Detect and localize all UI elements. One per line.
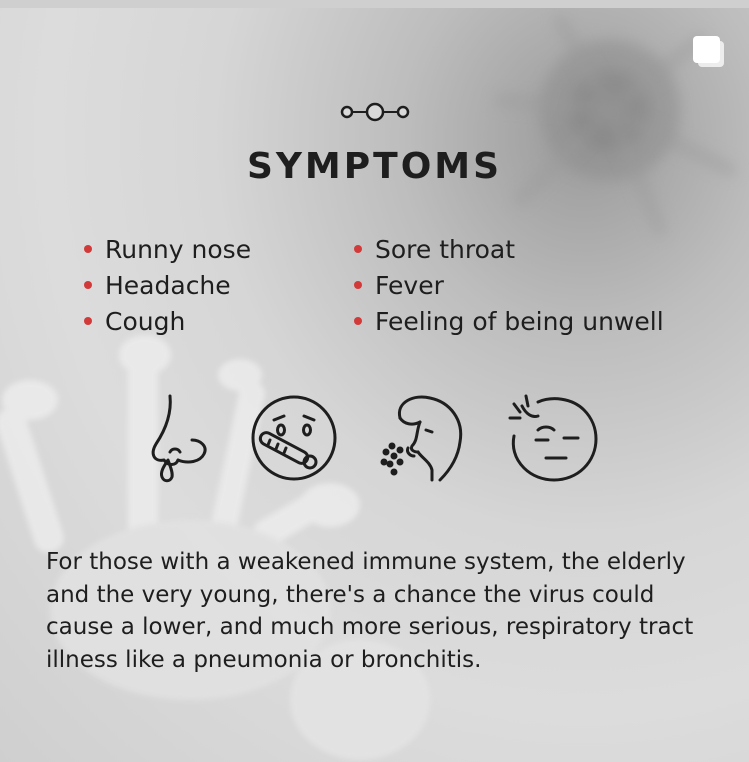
list-item xyxy=(354,231,664,267)
symptom-label: Fever xyxy=(375,270,444,300)
symptom-label: Runny nose xyxy=(105,234,252,264)
list-item xyxy=(84,267,251,303)
coughing-person-icon xyxy=(380,392,470,484)
list-item xyxy=(84,231,251,267)
multiple-images-icon[interactable] xyxy=(692,35,726,71)
decorative-circles-icon xyxy=(338,100,412,124)
list-item xyxy=(84,303,251,339)
bullet-dot xyxy=(84,281,92,289)
headache-face-icon xyxy=(508,392,602,484)
top-strip xyxy=(0,0,749,8)
bullet-dot xyxy=(354,281,362,289)
symptom-label: Feeling of being unwell xyxy=(375,306,664,336)
bullet-dot xyxy=(354,245,362,253)
page-title: SYMPTOMS xyxy=(246,146,503,187)
bullet-dot xyxy=(84,317,92,325)
symptoms-list-left xyxy=(84,231,251,339)
list-item xyxy=(354,267,664,303)
list-item xyxy=(354,303,664,339)
symptom-label: Sore throat xyxy=(375,234,516,264)
bullet-dot xyxy=(354,317,362,325)
symptom-label: Cough xyxy=(105,306,186,336)
bullet-dot xyxy=(84,245,92,253)
description-paragraph: For those with a weakened immune system, the elderly and the very young, there's a chance the virus could cause a lower, and much more serious, respiratory tract illness like a pneumonia or bronchitis. xyxy=(46,549,694,673)
symptoms-list-right xyxy=(354,231,664,339)
runny-nose-icon xyxy=(148,392,210,484)
symptom-label: Headache xyxy=(105,270,231,300)
thermometer-face-icon xyxy=(248,392,340,484)
